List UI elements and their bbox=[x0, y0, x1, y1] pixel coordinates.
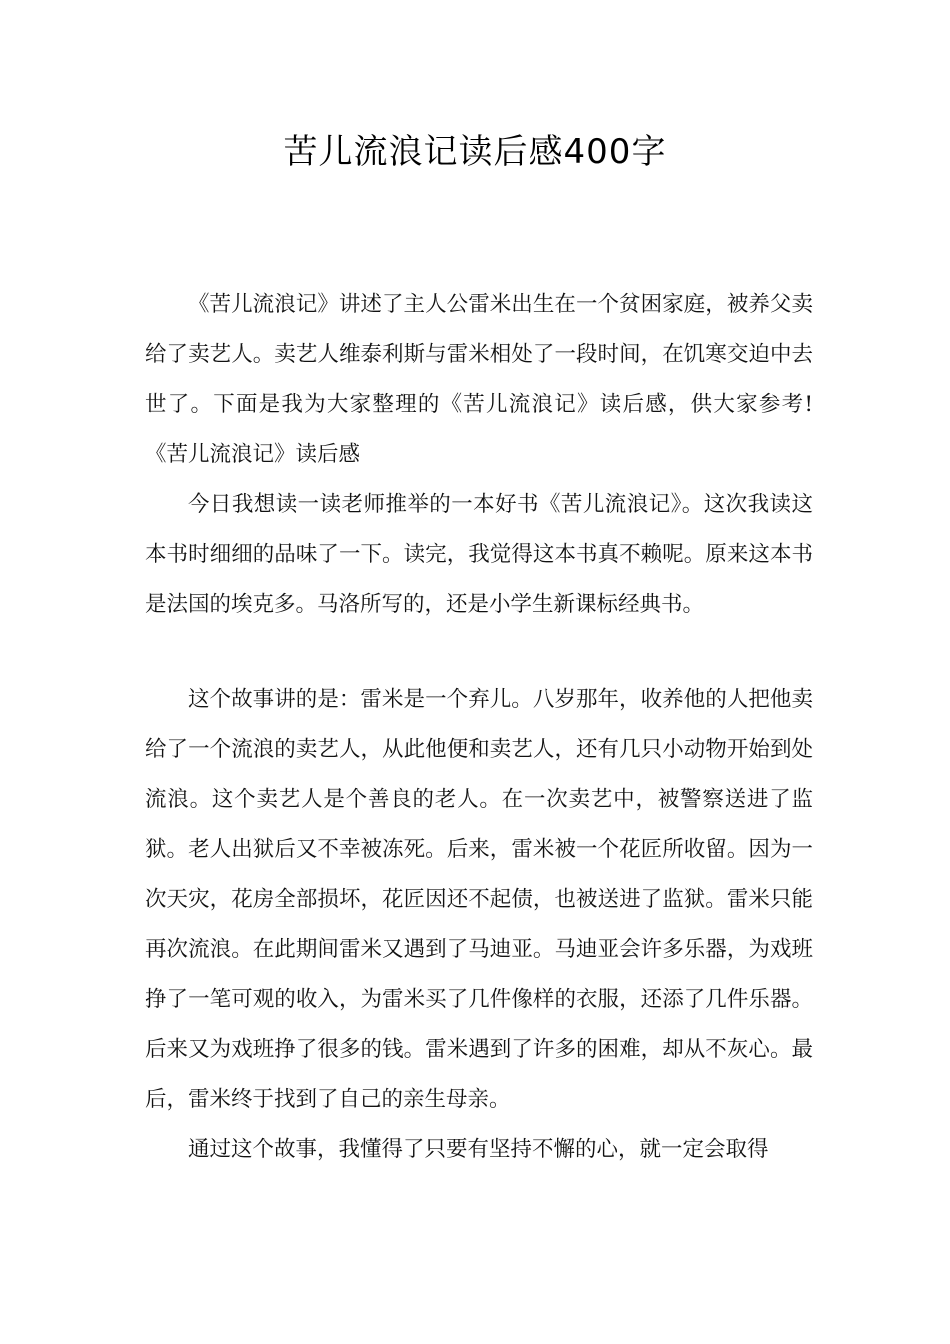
document-body bbox=[145, 280, 813, 1175]
paragraph-reading: 今日我想读一读老师推举的一本好书《苦儿流浪记》。这次我读这本书时细细的品味了一下。读完，我觉得这本书真不赖呢。原来这本书是法国的埃克多。马洛所写的，还是小学生新课标经典书。 bbox=[145, 492, 813, 617]
document-title: 苦儿流浪记读后感400字 bbox=[283, 132, 667, 172]
paragraph-lesson: 通过这个故事，我懂得了只要有坚持不懈的心，就一定会取得 bbox=[188, 1137, 769, 1162]
paragraph-story: 这个故事讲的是：雷米是一个弃儿。八岁那年，收养他的人把他卖给了一个流浪的卖艺人，从此他便和卖艺人，还有几只小动物开始到处流浪。这个卖艺人是个善良的老人。在一次卖艺中，被警察送进了监狱。老人出狱后又不幸被冻死。后来，雷米被一个花匠所收留。因为一次天灾，花房全部损坏，花匠因还不起债，也被送进了监狱。雷米只能再次流浪。在此期间雷米又遇到了马迪亚。马迪亚会许多乐器，为戏班挣了一笔可观的收入，为雷米买了几件像样的衣服，还添了几件乐器。后来又为戏班挣了很多的钱。雷米遇到了许多的困难，却从不灰心。最后，雷米终于找到了自己的亲生母亲。 bbox=[145, 687, 813, 1112]
paragraph-intro: 《苦儿流浪记》讲述了主人公雷米出生在一个贫困家庭，被养父卖给了卖艺人。卖艺人维泰利斯与雷米相处了一段时间，在饥寒交迫中去世了。下面是我为大家整理的《苦儿流浪记》读后感，供大家参考!《苦儿流浪记》读后感 bbox=[145, 292, 813, 467]
